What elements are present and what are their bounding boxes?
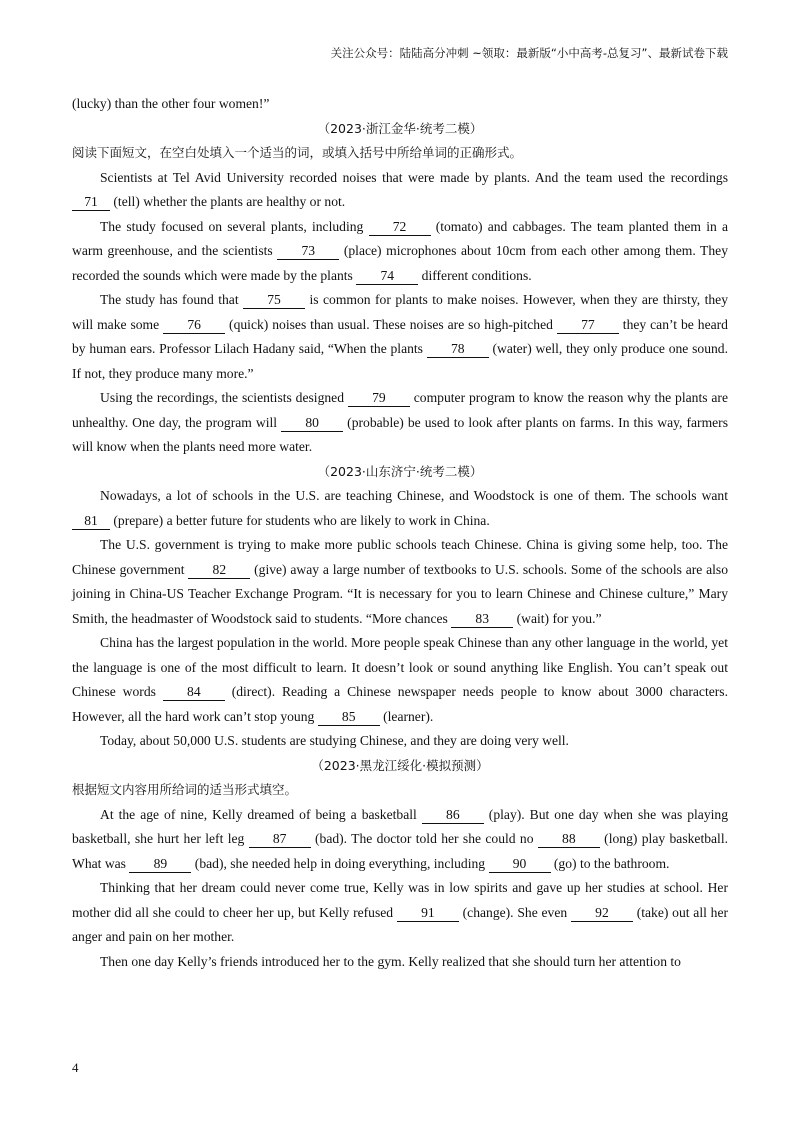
document-body bbox=[72, 92, 728, 974]
blank-77[interactable]: 77 bbox=[557, 317, 619, 334]
paragraph: The study focused on several plants, including 72 (tomato) and cabbages. The team planted them in a warm greenhouse, and the scientists 73 (place) microphones about 10cm from each other among them. They recorded the sounds which were made by the plants 74 different conditions. bbox=[72, 218, 728, 283]
section1-instruction: 阅读下面短文，在空白处填入一个适当的词，或填入括号中所给单词的正确形式。 bbox=[72, 145, 523, 160]
blank-79[interactable]: 79 bbox=[348, 390, 410, 407]
paragraph: Using the recordings, the scientists designed 79 computer program to know the reason why the plants are unhealthy. One day, the program will 80 (probable) be used to look after plants on farms. In this way, farmers will know when the plants need more water. bbox=[72, 390, 728, 454]
intro-line: (lucky) than the other four women!” bbox=[72, 96, 270, 111]
blank-91[interactable]: 91 bbox=[397, 905, 459, 922]
paragraph: Thinking that her dream could never come true, Kelly was in low spirits and gave up her studies at school. Her mother did all she could to cheer her up, but Kelly refused 91 (change). She even 92 (take) out all her anger and pain on her mother. bbox=[72, 880, 729, 944]
paragraph: Today, about 50,000 U.S. students are studying Chinese, and they are doing very well. bbox=[100, 733, 569, 748]
blank-81[interactable]: 81 bbox=[72, 513, 110, 530]
blank-87[interactable]: 87 bbox=[249, 831, 311, 848]
paragraph: At the age of nine, Kelly dreamed of being a basketball 86 (play). But one day when she was playing basketball, she hurt her left leg 87 (bad). The doctor told her she could no 88 (long) play basketball. What was 89 (bad), she needed help in doing everything, including 90 (go) to the bathroom. bbox=[72, 806, 729, 871]
blank-92[interactable]: 92 bbox=[571, 905, 633, 922]
paragraph: The study has found that 75 is common for plants to make noises. However, when they are thirsty, they will make some 76 (quick) noises than usual. These noises are so high-pitched 77 they can’t be heard by human ears. Professor Lilach Hadany said, “When the plants 78 (water) well, they only produce one sound. If not, they produce many more.” bbox=[72, 292, 728, 381]
paragraph: Nowadays, a lot of schools in the U.S. are teaching Chinese, and Woodstock is one of them. The schools want 81 (prepare) a better future for students who are likely to work in China. bbox=[72, 484, 728, 533]
paragraph: Scientists at Tel Avid University recorded noises that were made by plants. And the team used the recordings 71 (tell) whether the plants are healthy or not. bbox=[72, 166, 728, 215]
blank-75[interactable]: 75 bbox=[243, 292, 305, 309]
blank-83[interactable]: 83 bbox=[451, 611, 513, 628]
paragraph: China has the largest population in the world. More people speak Chinese than any other language in the world, yet the language is one of the most difficult to learn. It doesn’t look or sound anything like English. You can’t speak out Chinese words 84 (direct). Reading a Chinese newspaper needs people to know about 3000 characters. However, all the hard work can’t stop young 85 (learner). bbox=[72, 635, 728, 724]
blank-74[interactable]: 74 bbox=[356, 268, 418, 285]
blank-86[interactable]: 86 bbox=[422, 807, 484, 824]
blank-71[interactable]: 71 bbox=[72, 194, 110, 211]
section3-source: （2023·黑龙江绥化·模拟预测） bbox=[311, 757, 489, 773]
section2-source: （2023·山东济宁·统考二模） bbox=[317, 463, 483, 479]
section1-source: （2023·浙江金华·统考二模） bbox=[317, 120, 483, 136]
blank-73[interactable]: 73 bbox=[277, 243, 339, 260]
blank-85[interactable]: 85 bbox=[318, 709, 380, 726]
blank-84[interactable]: 84 bbox=[163, 684, 225, 701]
blank-90[interactable]: 90 bbox=[489, 856, 551, 873]
paragraph: Then one day Kelly’s friends introduced her to the gym. Kelly realized that she should turn her attention to bbox=[100, 953, 681, 969]
page-number: 4 bbox=[72, 1060, 79, 1075]
blank-82[interactable]: 82 bbox=[188, 562, 250, 579]
blank-80[interactable]: 80 bbox=[281, 415, 343, 432]
blank-76[interactable]: 76 bbox=[163, 317, 225, 334]
blank-72[interactable]: 72 bbox=[369, 219, 431, 236]
section3-instruction: 根据短文内容用所给词的适当形式填空。 bbox=[72, 782, 298, 797]
blank-89[interactable]: 89 bbox=[129, 856, 191, 873]
paragraph: The U.S. government is trying to make more public schools teach Chinese. China is giving some help, too. The Chinese government 82 (give) away a large number of textbooks to U.S. schools. Some of the schools are also joining in China-US Teacher Exchange Program. “It is necessary for you to learn Chinese and Chinese culture,” Mary Smith, the headmaster of Woodstock said to students. “More chances 83 (wait) for you.” bbox=[72, 537, 728, 626]
page-header: 关注公众号：陆陆高分冲刺 ~领取：最新版“小中高考-总复习”、最新试卷下载 bbox=[330, 46, 728, 60]
blank-88[interactable]: 88 bbox=[538, 831, 600, 848]
blank-78[interactable]: 78 bbox=[427, 341, 489, 358]
